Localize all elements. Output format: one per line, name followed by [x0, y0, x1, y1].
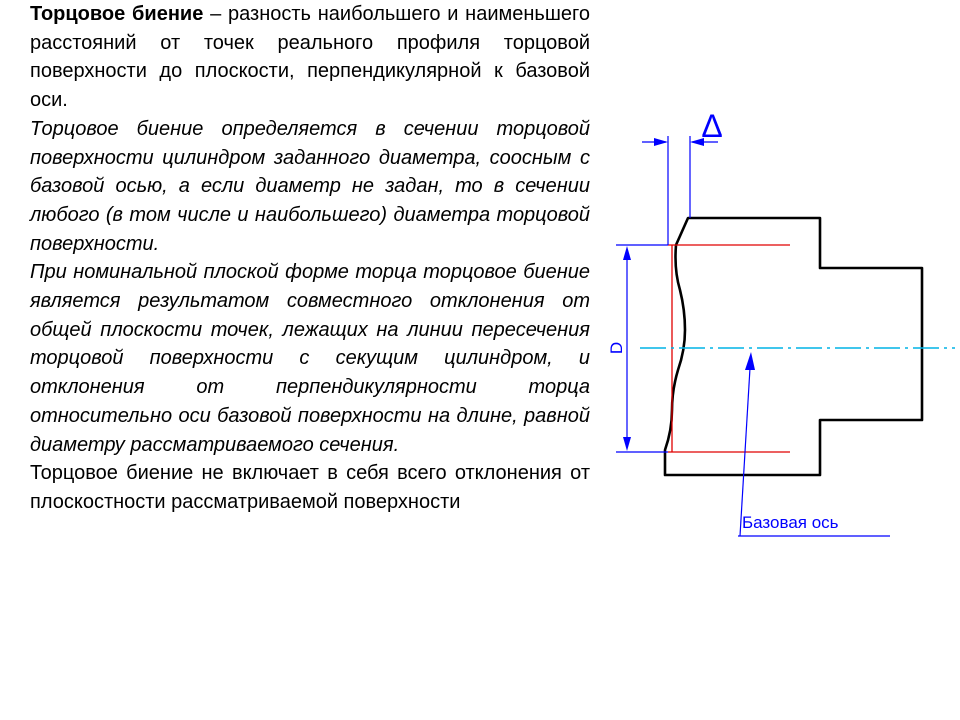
text-column: [30, 0, 590, 517]
definition-text: – разность наибольшего и наименьшего расстояний от точек реального профиля торцовой поверхности до плоскости, перпендикулярной к базовой оси.: [30, 3, 590, 112]
delta-label: Δ: [701, 108, 723, 144]
axis-leader-arrow: [745, 352, 755, 370]
diameter-arrow-bottom: [623, 437, 631, 451]
delta-arrow-left: [654, 138, 668, 146]
term-face-runout: Торцовое биение: [30, 3, 204, 25]
definition-paragraph: [30, 0, 590, 115]
exclusion-paragraph: Торцовое биение не включает в себя всего отклонения от плоскостности рассматриваемой поверхности: [30, 462, 590, 513]
diameter-arrow-top: [623, 246, 631, 260]
face-runout-diagram: [600, 100, 960, 540]
nominal-form-paragraph: При номинальной плоской форме торца торцовое биение является результатом совместного отклонения от общей плоскости точек, лежащих на линии пересечения торцовой поверхности с секущим цилиндром, и отклонения от перпендикулярности торца относительно оси базовой поверхности на длине, равной диаметру рассматриваемого сечения.: [30, 261, 590, 456]
measurement-paragraph: Торцовое биение определяется в сечении торцовой поверхности цилиндром заданного диаметра, соосным с базовой осью, а если диаметр не задан, то в сечении любого (в том числе и наибольшего) диаметра торцовой поверхности.: [30, 117, 590, 255]
base-axis-label: Базовая ось: [742, 513, 839, 532]
part-outline: [665, 218, 922, 475]
diameter-label: D: [607, 341, 626, 355]
